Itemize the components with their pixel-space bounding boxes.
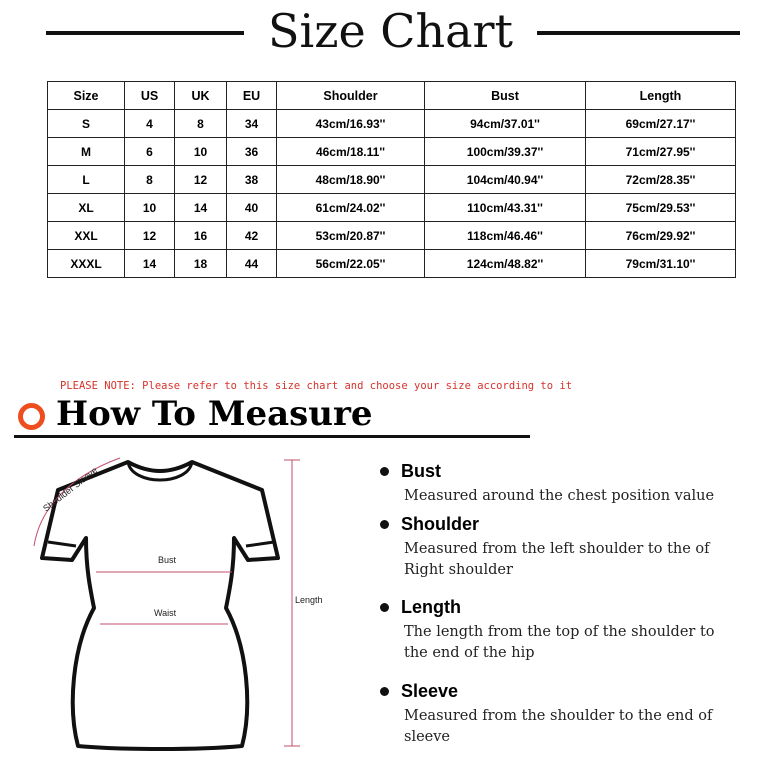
- table-cell: 38: [227, 166, 277, 194]
- table-cell: 75cm/29.53'': [586, 194, 736, 222]
- table-cell: 8: [125, 166, 175, 194]
- table-cell: 104cm/40.94'': [425, 166, 586, 194]
- column-header: Size: [48, 82, 125, 110]
- table-row: [48, 138, 736, 166]
- table-cell: 53cm/20.87'': [277, 222, 425, 250]
- item-title: Length: [401, 597, 461, 617]
- table-cell: 76cm/29.92'': [586, 222, 736, 250]
- item-description: Measured from the left shoulder to the of Right shoulder: [404, 541, 710, 578]
- column-header: EU: [227, 82, 277, 110]
- size-chart-header: [0, 0, 768, 70]
- table-cell: 10: [125, 194, 175, 222]
- table-cell: 36: [227, 138, 277, 166]
- measure-item-bust: [380, 460, 740, 507]
- table-cell: 8: [175, 110, 227, 138]
- table-cell: XL: [48, 194, 125, 222]
- item-description: Measured around the chest position value: [404, 488, 715, 504]
- table-cell: M: [48, 138, 125, 166]
- table-cell: 48cm/18.90'': [277, 166, 425, 194]
- table-cell: S: [48, 110, 125, 138]
- bullet-icon: [380, 467, 389, 476]
- section-rule: [14, 435, 530, 438]
- table-cell: L: [48, 166, 125, 194]
- table-cell: 94cm/37.01'': [425, 110, 586, 138]
- table-row: [48, 222, 736, 250]
- bullet-icon: [380, 687, 389, 696]
- left-cuff: [48, 542, 76, 546]
- table-cell: 124cm/48.82'': [425, 250, 586, 278]
- table-cell: 69cm/27.17'': [586, 110, 736, 138]
- table-header-row: [48, 82, 736, 110]
- table-cell: 100cm/39.37'': [425, 138, 586, 166]
- table-cell: 14: [125, 250, 175, 278]
- table-row: [48, 194, 736, 222]
- length-label: Length: [295, 595, 323, 605]
- table-cell: 18: [175, 250, 227, 278]
- section-title: How To Measure: [56, 394, 373, 434]
- table-cell: 40: [227, 194, 277, 222]
- table-row: [48, 166, 736, 194]
- tshirt-outline: [42, 462, 278, 749]
- table-cell: 16: [175, 222, 227, 250]
- table-cell: 12: [125, 222, 175, 250]
- table-cell: 42: [227, 222, 277, 250]
- page-title: Size Chart: [267, 4, 514, 58]
- table-cell: 6: [125, 138, 175, 166]
- column-header: US: [125, 82, 175, 110]
- waist-label: Waist: [154, 608, 177, 618]
- table-cell: 71cm/27.95'': [586, 138, 736, 166]
- item-title: Bust: [401, 461, 441, 481]
- table-cell: XXL: [48, 222, 125, 250]
- item-description: The length from the top of the shoulder to the end of the hip: [404, 624, 715, 661]
- orange-ring-icon: [18, 403, 45, 430]
- table-cell: 44: [227, 250, 277, 278]
- table-cell: 10: [175, 138, 227, 166]
- table-cell: 46cm/18.11'': [277, 138, 425, 166]
- table-cell: 43cm/16.93'': [277, 110, 425, 138]
- table-cell: 4: [125, 110, 175, 138]
- table-cell: 56cm/22.05'': [277, 250, 425, 278]
- title-rule-left: [46, 31, 244, 35]
- size-table: [47, 81, 736, 278]
- item-title: Sleeve: [401, 681, 459, 701]
- table-row: [48, 250, 736, 278]
- column-header: Shoulder: [277, 82, 425, 110]
- table-cell: 118cm/46.46'': [425, 222, 586, 250]
- tshirt-diagram: [20, 448, 350, 753]
- column-header: UK: [175, 82, 227, 110]
- how-to-measure-header: [14, 392, 534, 442]
- measure-item-shoulder: [380, 513, 740, 581]
- bullet-icon: [380, 520, 389, 529]
- item-description: Measured from the shoulder to the end of sleeve: [404, 708, 713, 745]
- table-cell: 72cm/28.35'': [586, 166, 736, 194]
- right-cuff: [246, 542, 274, 546]
- bust-label: Bust: [158, 555, 177, 565]
- column-header: Length: [586, 82, 736, 110]
- size-note: PLEASE NOTE: Please refer to this size chart and choose your size according to it: [60, 380, 573, 392]
- table-cell: 61cm/24.02'': [277, 194, 425, 222]
- column-header: Bust: [425, 82, 586, 110]
- table-cell: 79cm/31.10'': [586, 250, 736, 278]
- table-cell: 14: [175, 194, 227, 222]
- measure-item-sleeve: [380, 680, 740, 748]
- table-cell: XXXL: [48, 250, 125, 278]
- table-cell: 12: [175, 166, 227, 194]
- table-row: [48, 110, 736, 138]
- table-cell: 110cm/43.31'': [425, 194, 586, 222]
- measure-item-length: [380, 596, 740, 664]
- bullet-icon: [380, 603, 389, 612]
- table-cell: 34: [227, 110, 277, 138]
- shoulder-sleeve-label: Shoulder Sleeve: [41, 465, 100, 514]
- item-title: Shoulder: [401, 514, 480, 534]
- title-rule-right: [537, 31, 740, 35]
